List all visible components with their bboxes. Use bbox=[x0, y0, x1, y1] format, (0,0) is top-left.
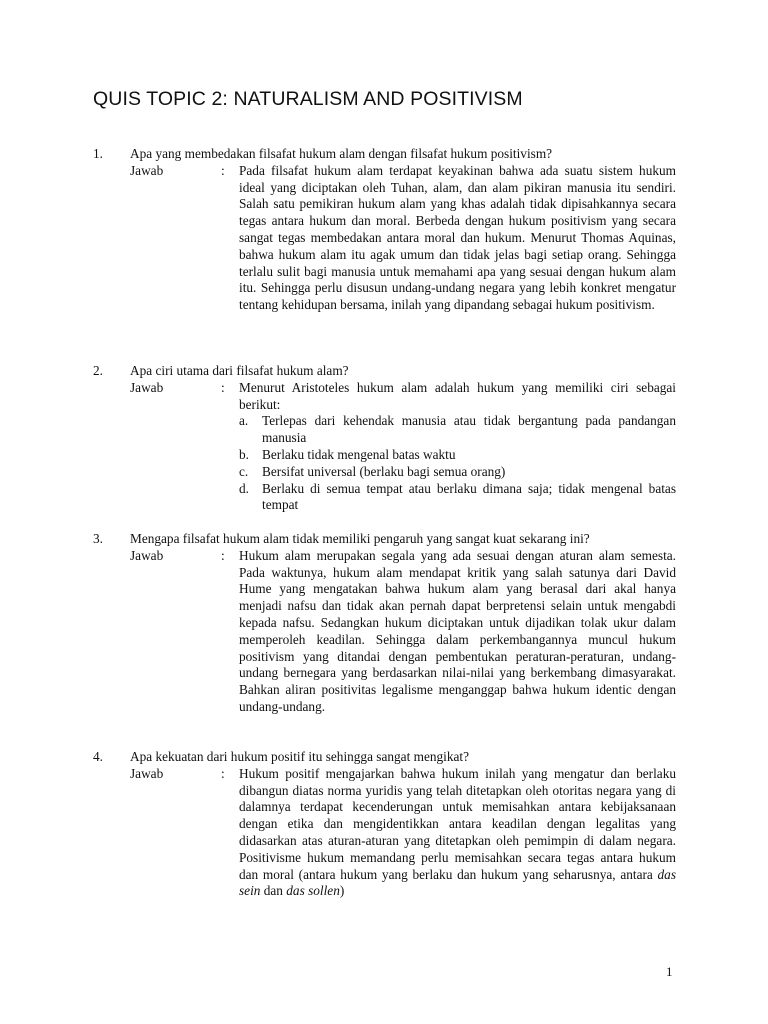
list-marker: b. bbox=[239, 446, 249, 462]
answer-block bbox=[93, 766, 676, 900]
list-item-text: Terlepas dari kehendak manusia atau tidak bergantung pada pandangan manusia bbox=[262, 413, 676, 446]
answer-main-text: Hukum positif mengajarkan bahwa hukum inilah yang mengatur dan berlaku dibangun diatas norma yuridis yang telah ditetapkan oleh otoritas negara yang di dalamnya terdapat kecenderungan untuk memisahkan antara kebijaksanaan dengan etika dan mengidentikkan antara keadilan dengan legalitas yang didasarkan atas aturan-aturan yang ditetapkan oleh pemimpin di dalam negara. Positivisme hukum memandang perlu memisahkan secara tegas antara hukum dan moral (antara hukum yang berlaku dan hukum yang seharusnya, antara bbox=[239, 765, 676, 882]
answer-text bbox=[239, 766, 676, 900]
answer-closing: ) bbox=[339, 883, 345, 899]
page-number: 1 bbox=[666, 964, 673, 979]
criteria-list bbox=[239, 413, 676, 514]
question-block-2 bbox=[93, 363, 676, 514]
question-block-1 bbox=[93, 146, 676, 314]
answer-separator: : bbox=[221, 547, 225, 563]
list-item bbox=[239, 447, 676, 464]
question-line bbox=[93, 749, 676, 766]
list-marker: d. bbox=[239, 480, 249, 496]
term-das-sollen: das sollen bbox=[286, 883, 340, 899]
answer-block bbox=[93, 380, 676, 514]
list-item-text: Bersifat universal (berlaku bagi semua orang) bbox=[262, 463, 506, 479]
question-text: Apa kekuatan dari hukum positif itu sehingga sangat mengikat? bbox=[130, 749, 469, 764]
list-item bbox=[239, 413, 676, 447]
question-number: 2. bbox=[93, 363, 103, 378]
answer-separator: : bbox=[221, 765, 225, 781]
question-number: 4. bbox=[93, 749, 103, 764]
answer-block bbox=[93, 163, 676, 314]
answer-connector: dan bbox=[263, 883, 283, 899]
term-das-sein: das sein bbox=[239, 866, 676, 899]
question-number: 3. bbox=[93, 531, 103, 546]
question-text: Apa yang membedakan filsafat hukum alam dengan filsafat hukum positivism? bbox=[130, 146, 553, 161]
question-block-4 bbox=[93, 749, 676, 900]
answer-label: Jawab bbox=[130, 162, 164, 178]
answer-text: Hukum alam merupakan segala yang ada sesuai dengan aturan alam semesta. Pada waktunya, hukum alam mendapat kritik yang salah satunya dari David Hume yang mengatakan bahwa hukum alam yang berasal dari akal hanya menjadi nafsu dan tidak akan pernah dapat berpretensi selain untuk mengabdi kepada nafsu. Sedangkan hukum diciptakan untuk dijadikan tolak ukur dalam memperoleh keadilan. Sehingga dalam perkembangannya muncul hukum positivism yang ditandai dengan pembentukan peraturan-peraturan, undang-undang bernegara yang berdasarkan nilai-nilai yang berkembang dimasyarakat. Bahkan aliran positivitas legalisme menganggap bahwa hukum identic dengan undang-undang. bbox=[239, 547, 676, 714]
question-line bbox=[93, 146, 676, 163]
question-number: 1. bbox=[93, 146, 103, 161]
page-title: QUIS TOPIC 2: NATURALISM AND POSITIVISM bbox=[93, 88, 523, 110]
answer-separator: : bbox=[221, 162, 225, 178]
answer-separator: : bbox=[221, 379, 225, 395]
list-item bbox=[239, 481, 676, 515]
answer-intro: Menurut Aristoteles hukum alam adalah hukum yang memiliki ciri sebagai berikut: bbox=[239, 379, 676, 412]
list-item bbox=[239, 464, 676, 481]
question-text: Apa ciri utama dari filsafat hukum alam? bbox=[130, 363, 349, 378]
list-item-text: Berlaku di semua tempat atau berlaku dimana saja; tidak mengenal batas tempat bbox=[262, 480, 676, 513]
answer-label: Jawab bbox=[130, 379, 164, 395]
question-line bbox=[93, 363, 676, 380]
answer-label: Jawab bbox=[130, 547, 164, 563]
list-marker: c. bbox=[239, 463, 249, 479]
question-line bbox=[93, 531, 676, 548]
answer-text: Pada filsafat hukum alam terdapat keyakinan bahwa ada suatu sistem hukum ideal yang diciptakan oleh Tuhan, alam, dan alam pikiran manusia itu sendiri. Salah satu pemikiran hukum alam yang khas adalah tidak dipisahkannya secara tegas antara hukum dan moral. Berbeda dengan hukum positivism yang secara sangat tegas membedakan antara moral dan hukum. Menurut Thomas Aquinas, bahwa hukum alam itu agak umum dan tidak jelas bagi setiap orang. Sehingga terlalu sulit bagi manusia untuk memahami apa yang sesuai dengan hukum alam itu. Sehingga perlu disusun undang-undang negara yang lebih konkret mengatur tentang kehidupan bersama, inilah yang dipandang sebagai hukum positivism. bbox=[239, 162, 676, 313]
list-item-text: Berlaku tidak mengenal batas waktu bbox=[262, 446, 456, 462]
list-marker: a. bbox=[239, 413, 249, 429]
question-text: Mengapa filsafat hukum alam tidak memiliki pengaruh yang sangat kuat sekarang ini? bbox=[130, 531, 590, 546]
answer-label: Jawab bbox=[130, 765, 164, 781]
answer-block bbox=[93, 548, 676, 716]
question-block-3 bbox=[93, 531, 676, 716]
